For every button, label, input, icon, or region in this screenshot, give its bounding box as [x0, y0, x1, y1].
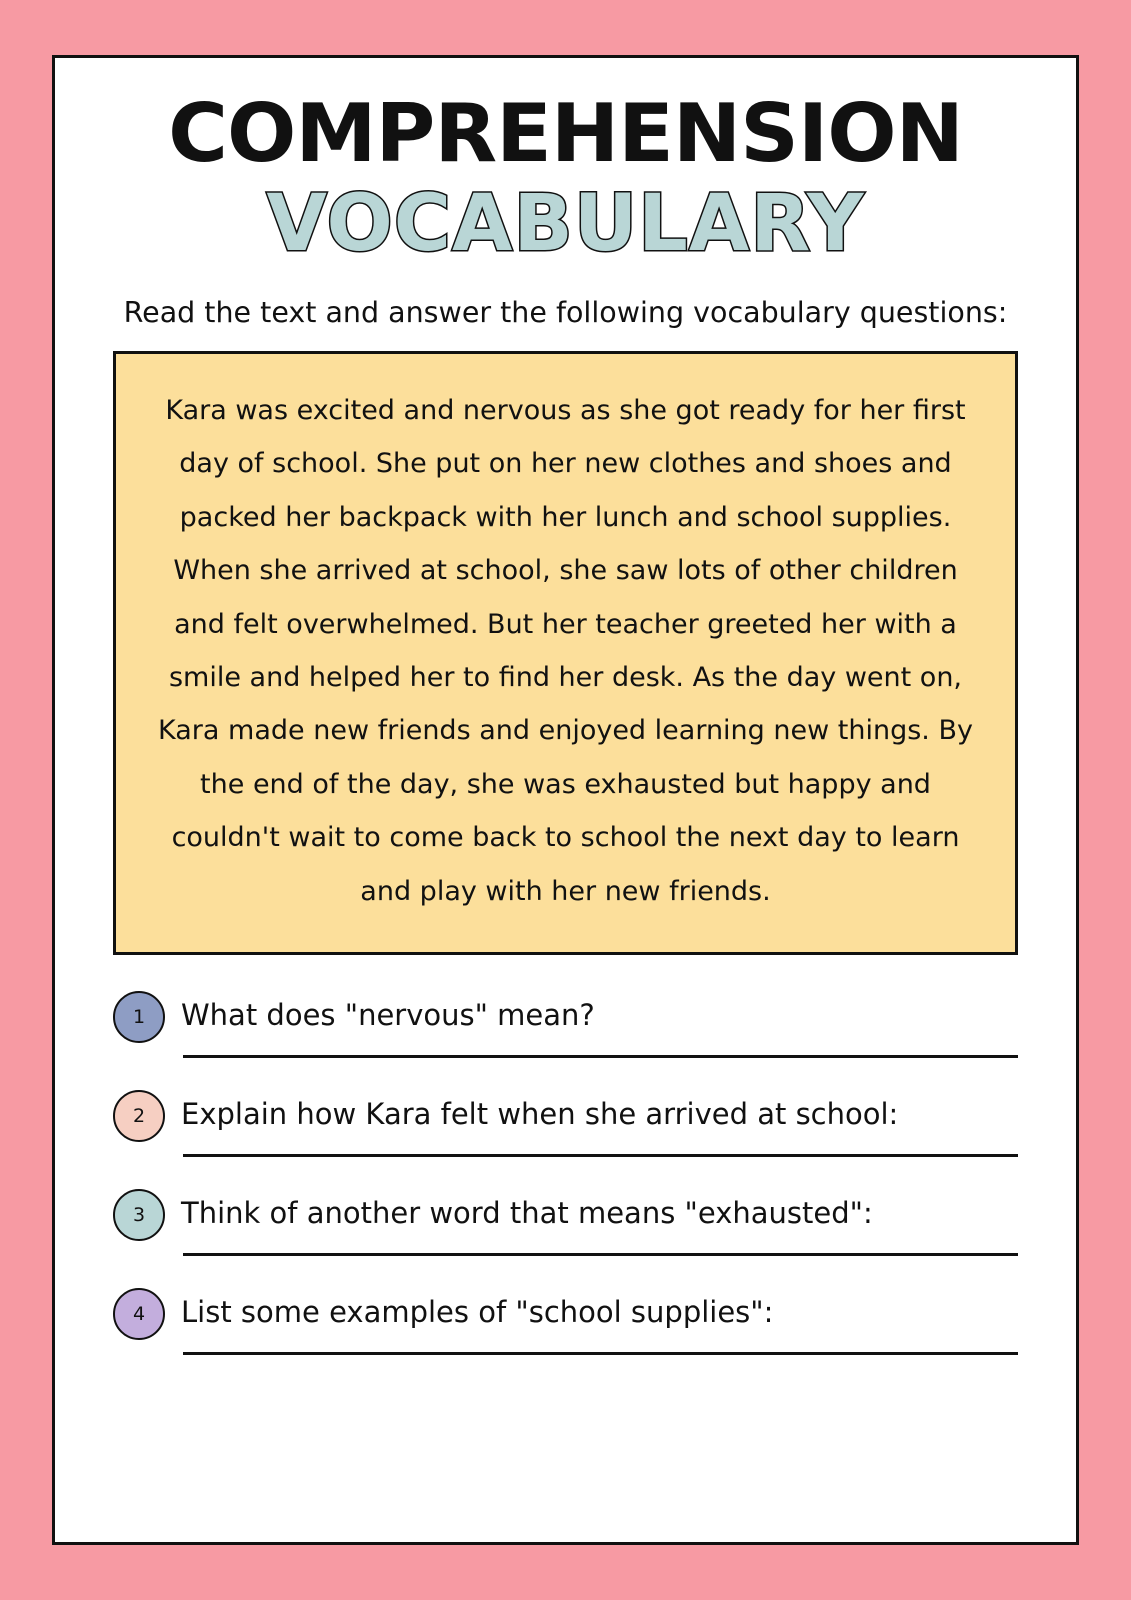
question-row [113, 1187, 1018, 1241]
answer-line[interactable] [183, 1055, 1018, 1058]
question-number-badge: 1 [113, 991, 165, 1043]
question-text: Think of another word that means "exhausted": [181, 1196, 873, 1231]
page-subtitle: VOCABULARY [266, 179, 865, 269]
title-block [55, 58, 1076, 270]
question-row [113, 1088, 1018, 1142]
question-item [113, 1286, 1018, 1355]
question-number-badge: 3 [113, 1189, 165, 1241]
question-row [113, 1286, 1018, 1340]
questions-list [113, 989, 1018, 1355]
question-item [113, 989, 1018, 1058]
question-number-badge: 2 [113, 1090, 165, 1142]
passage-text: Kara was excited and nervous as she got ready for her first day of school. She put on her new clothes and shoes and packed her backpack with her lunch and school supplies. When she arrived at school, she saw lots of other children and felt overwhelmed. But her teacher greeted her with a smile and helped her to find her desk. As the day went on, Kara made new friends and enjoyed learning new things. By the end of the day, she was exhausted but happy and couldn't wait to come back to school the next day to learn and play with her new friends. [158, 394, 973, 907]
answer-line[interactable] [183, 1154, 1018, 1157]
passage-box [113, 351, 1018, 956]
question-text: List some examples of "school supplies": [181, 1295, 774, 1330]
question-item [113, 1187, 1018, 1256]
question-text: What does "nervous" mean? [181, 998, 595, 1033]
instruction-text: Read the text and answer the following vocabulary questions: [123, 295, 1008, 329]
question-row [113, 989, 1018, 1043]
question-number-badge: 4 [113, 1288, 165, 1340]
worksheet-sheet [52, 55, 1079, 1545]
page-title: COMPREHENSION [168, 87, 963, 180]
answer-line[interactable] [183, 1352, 1018, 1355]
answer-line[interactable] [183, 1253, 1018, 1256]
question-item [113, 1088, 1018, 1157]
question-text: Explain how Kara felt when she arrived at school: [181, 1097, 899, 1132]
